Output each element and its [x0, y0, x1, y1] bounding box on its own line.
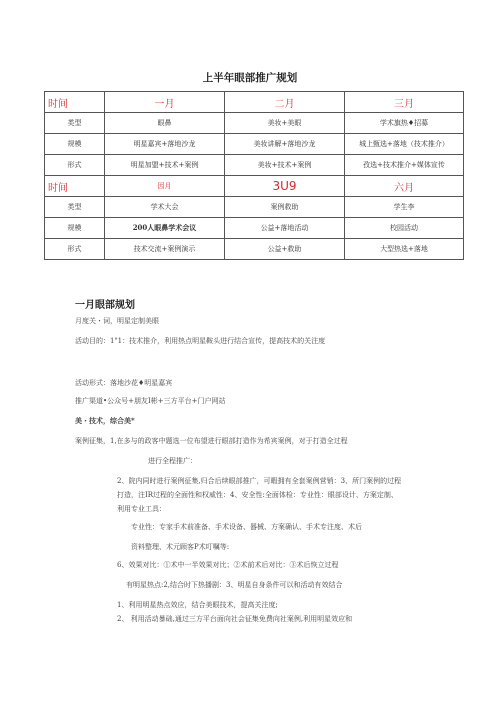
body-line: 月度关・词，明星定制美眼	[75, 317, 159, 325]
body-line: 活动形式：落地沙花♦明星嘉宾	[75, 379, 173, 387]
table-cell: 六月	[345, 176, 464, 197]
body-line: 案例征集，1,在多与的政客中题选一位布望进行眼部打造作为希宾案例，对于打造全过程	[75, 437, 348, 445]
table-cell: 形式	[45, 239, 105, 260]
table-row	[45, 155, 464, 176]
table-row	[45, 113, 464, 134]
table-cell: 时间	[45, 176, 105, 197]
table-cell: 美妆讲解+落地沙龙	[225, 134, 345, 155]
table-cell: 学术旗热♦招募	[345, 113, 464, 134]
body-line: 2、 利用活动暴础,通过三方平台面向社会征集免费向社案例,利用明星效应和	[117, 615, 353, 623]
body-line: 利用专业工具：	[117, 505, 166, 513]
body-line: 1、利用明星热点效应，结合美眼技术，提高关注度;	[117, 601, 278, 609]
table-row	[45, 197, 464, 218]
body-line: 6、效果对比：①术中一半效果对比；②术前术后对比：③术后恢立过程	[117, 561, 339, 569]
table-cell: 案例救助	[225, 197, 345, 218]
table-cell: 技术交流+案例演示	[105, 239, 225, 260]
table-cell: 学术大会	[105, 197, 225, 218]
table-cell: 大型热选+落地	[345, 239, 464, 260]
table-cell: 3U9	[225, 176, 345, 197]
table-cell: 一月	[105, 92, 225, 113]
table-row	[45, 218, 464, 239]
table-cell: 美妆+美眼	[225, 113, 345, 134]
table-cell: 二月	[225, 92, 345, 113]
body-line: 专业性：专家手术前准备、手术设备、器械、方案确认、手术专注度、术后	[131, 523, 362, 531]
table-cell: 200人眼鼻学术会议	[105, 218, 225, 239]
table-cell: 校园活动	[345, 218, 464, 239]
table-cell: 明星嘉宾+落地沙龙	[105, 134, 225, 155]
promotion-schedule-table	[44, 91, 464, 260]
body-line: 进行全程推广：	[148, 457, 197, 465]
body-line: 美・技术，综合美*	[75, 416, 135, 425]
table-row	[45, 239, 464, 260]
table-cell: 城上甄选+落地（技术推介）	[345, 134, 464, 155]
body-line: 有明星热点:2,结合时下热播剧：3、明星自身条件可以和活动有效结合	[126, 581, 343, 589]
table-cell: 类型	[45, 197, 105, 218]
table-cell: 公益+救助	[225, 239, 345, 260]
table-cell: 因月	[105, 176, 225, 197]
table-cell: 类型	[45, 113, 105, 134]
body-line: 2、院内同时进行案例征集,归合后续眼部推广，可暇拥有全套案例营销：3、所门案例的过程	[117, 477, 402, 485]
body-line: 活动目的：1"1：技术推介，利用热点明星鞍头进行结合宣传，提高技术的关注度	[75, 337, 326, 345]
body-line: 打造，注IR过程的全面性和权威性：4、安全性:全面体检：专业性：眼部设计、方案定制、	[117, 491, 398, 499]
table-cell: 时间	[45, 92, 105, 113]
table-cell: 明星加盟+技术+案例	[105, 155, 225, 176]
table-cell: 学生李	[345, 197, 464, 218]
table-cell: 美妆+技术+案例	[225, 155, 345, 176]
table-cell: 规模	[45, 218, 105, 239]
table-cell: 眼鼻	[105, 113, 225, 134]
table-cell: 形式	[45, 155, 105, 176]
body-line: 推广渠道•公众号+朋友Ⅰ彬+三方平台+门户网站	[75, 397, 226, 405]
table-row	[45, 176, 464, 197]
document-title: 上半年眼部推广规划	[202, 72, 298, 84]
body-line: 资料整理、术元顾客P术叮嘱等:	[131, 543, 230, 551]
table-cell: 孜选+技术推介+媒体宣传	[345, 155, 464, 176]
section-title: 一月眼部规划	[75, 300, 135, 311]
table-cell: 规模	[45, 134, 105, 155]
table-row	[45, 134, 464, 155]
table-row	[45, 92, 464, 113]
table-cell: 公益+落地活动	[225, 218, 345, 239]
table-cell: 三月	[345, 92, 464, 113]
